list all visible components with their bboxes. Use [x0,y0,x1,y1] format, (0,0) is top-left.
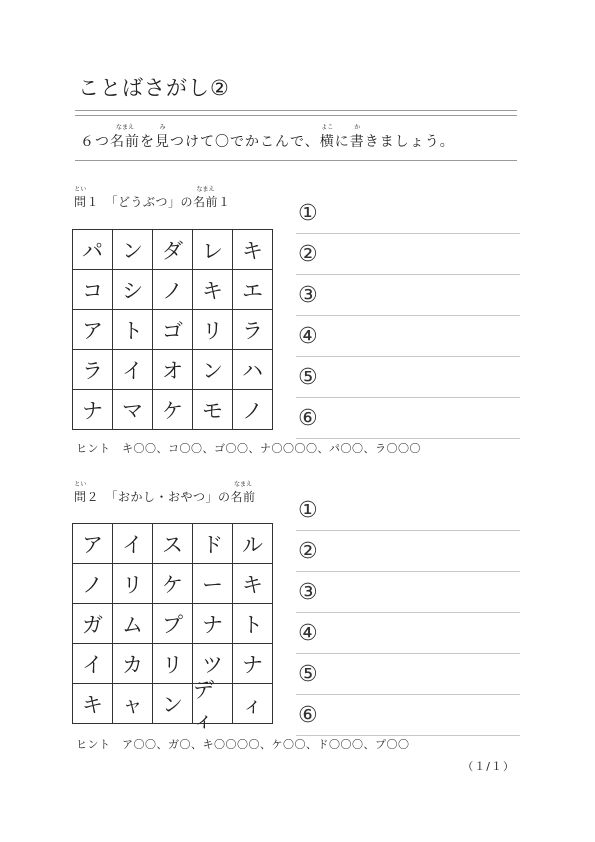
instruction-ruby-word: 見 み [155,124,170,150]
grid-cell[interactable]: ィ [233,684,273,724]
answer-number: ① [298,201,318,226]
answer-number: ④ [298,324,318,349]
grid-cell[interactable]: ダ [153,230,193,270]
answer-line[interactable] [296,490,520,531]
grid-cell[interactable]: ノ [153,270,193,310]
grid-cell[interactable]: ム [113,604,153,644]
answer-number: ① [298,498,318,523]
grid-cell[interactable]: ナ [73,390,113,430]
answer-line[interactable] [296,654,520,695]
title-divider-2 [75,115,517,116]
answer-line[interactable] [296,572,520,613]
answer-number: ② [298,539,318,564]
question-1-label: 問 とい １ 「どうぶつ」の名前 なまえ １ [74,186,231,209]
grid-cell[interactable]: ハ [233,350,273,390]
grid-cell[interactable]: マ [113,390,153,430]
grid-cell[interactable]: ゴ [153,310,193,350]
grid-cell[interactable]: ャ [113,684,153,724]
answer-line[interactable] [296,695,520,736]
answer-line[interactable] [296,613,520,654]
grid-cell[interactable]: ス [153,524,193,564]
answer-number: ⑤ [298,365,318,390]
grid-cell[interactable]: キ [193,270,233,310]
grid-cell[interactable]: ル [233,524,273,564]
answer-number: ③ [298,580,318,605]
grid-cell[interactable]: キ [73,684,113,724]
grid-cell[interactable]: プ [153,604,193,644]
grid-cell[interactable]: ア [73,310,113,350]
word-search-grid-2 [72,523,273,732]
question-2-label: 問 とい ２ 「おかし・おやつ」の名前 なまえ [74,481,256,504]
hint-2: ヒント ア〇〇、ガ〇、キ〇〇〇〇、ケ〇〇、ド〇〇〇、プ〇〇 [76,738,410,751]
grid-cell[interactable]: ディ [193,684,233,724]
grid-cell[interactable]: ド [193,524,233,564]
answer-line[interactable] [296,234,520,275]
grid-cell[interactable]: ガ [73,604,113,644]
grid-cell[interactable]: ト [113,310,153,350]
grid-cell[interactable]: ラ [233,310,273,350]
answer-line[interactable] [296,398,520,439]
grid-cell[interactable]: リ [193,310,233,350]
grid-cell[interactable]: ツ [193,644,233,684]
answer-list-2 [296,490,520,736]
answer-list-1 [296,193,520,439]
grid-cell[interactable]: ラ [73,350,113,390]
grid-cell[interactable]: カ [113,644,153,684]
title-divider [75,110,517,111]
grid-cell[interactable]: キ [233,564,273,604]
grid-cell[interactable]: パ [73,230,113,270]
grid-cell[interactable]: シ [113,270,153,310]
instruction: ６つ名前 なまえ を見 み つけて〇でかこんで、横 よこ に書 か きましょう。 [80,124,455,150]
answer-number: ⑥ [298,703,318,728]
grid-cell[interactable]: エ [233,270,273,310]
grid-cell[interactable]: ノ [233,390,273,430]
page-title: ことばさがし② [78,76,230,100]
grid-cell[interactable]: ト [233,604,273,644]
hint-1: ヒント キ〇〇、コ〇〇、ゴ〇〇、ナ〇〇〇〇、パ〇〇、ラ〇〇〇 [76,442,421,455]
answer-number: ③ [298,283,318,308]
grid-cell[interactable]: コ [73,270,113,310]
grid-cell[interactable]: ン [113,230,153,270]
answer-number: ④ [298,621,318,646]
grid-cell[interactable]: イ [113,350,153,390]
grid-cell[interactable]: ン [153,684,193,724]
answer-number: ⑤ [298,662,318,687]
answer-number: ② [298,242,318,267]
answer-number: ⑥ [298,406,318,431]
grid-cell[interactable]: ケ [153,564,193,604]
grid-cell[interactable]: オ [153,350,193,390]
answer-line[interactable] [296,357,520,398]
grid-cell[interactable]: レ [193,230,233,270]
answer-line[interactable] [296,531,520,572]
instruction-ruby-word: 名前 なまえ [110,124,140,150]
grid-cell[interactable]: リ [113,564,153,604]
grid-cell[interactable]: リ [153,644,193,684]
instruction-divider [75,160,517,161]
grid-cell[interactable]: ノ [73,564,113,604]
page-number: （１/１） [462,760,515,773]
answer-line[interactable] [296,275,520,316]
instruction-ruby-word: 書 か [349,124,365,150]
grid-cell[interactable]: モ [193,390,233,430]
grid-cell[interactable]: ア [73,524,113,564]
grid-cell[interactable]: ン [193,350,233,390]
answer-line[interactable] [296,316,520,357]
grid-cell[interactable]: キ [233,230,273,270]
grid-cell[interactable]: イ [73,644,113,684]
grid-cell[interactable]: ー [193,564,233,604]
word-search-grid-1 [72,229,273,430]
grid-cell[interactable]: ケ [153,390,193,430]
instruction-ruby-word: 横 よこ [319,124,335,150]
grid-cell[interactable]: ナ [193,604,233,644]
grid-cell[interactable]: ナ [233,644,273,684]
answer-line[interactable] [296,193,520,234]
grid-cell[interactable]: イ [113,524,153,564]
